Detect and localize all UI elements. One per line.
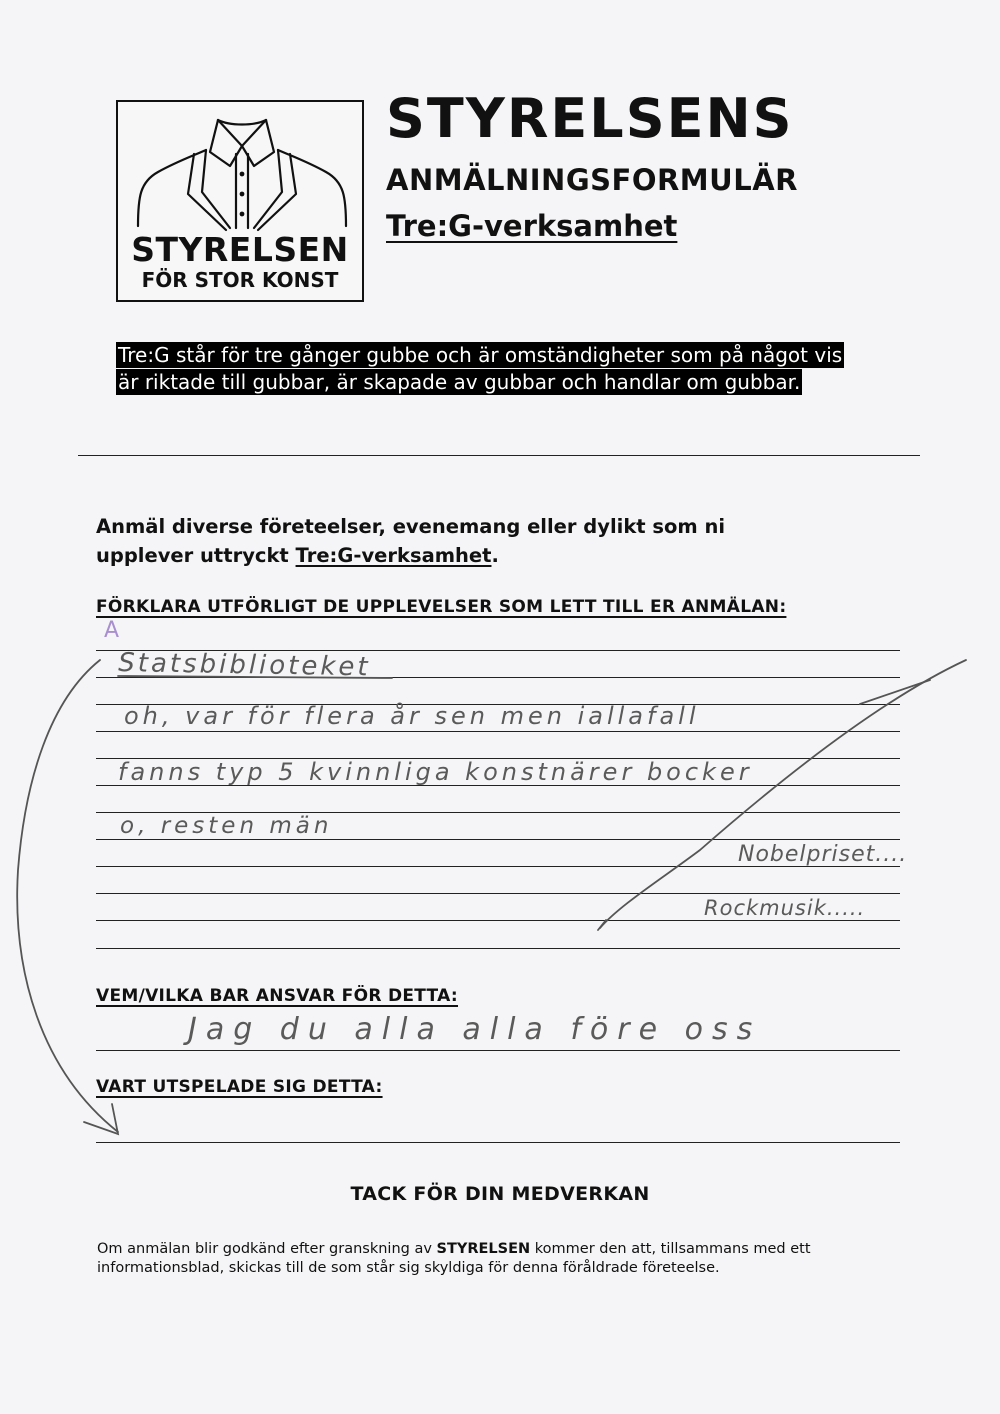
instruction-text [96, 512, 816, 570]
logo-name-line2: FÖR STOR KONST [141, 268, 339, 292]
handwritten-answer-line: o, resten män [120, 813, 333, 839]
handwritten-note: Rockmusik..... [704, 896, 866, 920]
form-subtitle: ANMÄLNINGSFORMULÄR [386, 163, 798, 197]
answer-line[interactable] [96, 839, 900, 840]
answer-line[interactable] [96, 1050, 900, 1051]
explain-label: FÖRKLARA UTFÖRLIGT DE UPPLEVELSER SOM LETT TILL ER ANMÄLAN: [96, 597, 787, 617]
answer-line[interactable] [96, 1142, 900, 1143]
footer-brand: STYRELSEN [436, 1241, 531, 1257]
answer-line[interactable] [96, 920, 900, 921]
activity-subtitle: Tre:G-verksamhet [386, 209, 678, 243]
intro-text: Tre:G står för tre gånger gubbe och är omständigheter som på något vis är riktade till gubbar, är skapade av gubbar och handlar om gubbar. [118, 343, 843, 394]
footer-tail: kommer den att, tillsammans med ett informationsblad, skickas till de som står sig skyldiga för denna föråldrade företeelse. [97, 1241, 811, 1276]
instruction-end: . [491, 544, 499, 567]
location-label: VART UTSPELADE SIG DETTA: [96, 1077, 383, 1097]
answer-line[interactable] [96, 948, 900, 949]
logo-name-line1: STYRELSEN [131, 230, 349, 269]
handwritten-responsible-answer: Jag du alla alla före oss [188, 1012, 762, 1047]
handwritten-answer-line: fanns typ 5 kvinnliga konstnärer bocker [118, 758, 753, 786]
page-title: STYRELSENS [386, 87, 794, 150]
handwritten-answer-line: oh, var för flera år sen men iallafall [124, 702, 700, 730]
answer-line[interactable] [96, 893, 900, 894]
instruction-lead: Anmäl diverse företeelser, evenemang eller dylikt som ni upplever uttryckt [96, 515, 726, 567]
logo [116, 100, 364, 302]
responsible-label: VEM/VILKA BAR ANSVAR FÖR DETTA: [96, 986, 459, 1006]
answer-line[interactable] [96, 731, 900, 732]
divider [78, 455, 920, 456]
intro-definition [116, 342, 846, 396]
footer-note [97, 1240, 857, 1278]
handwritten-note: Nobelpriset.... [738, 842, 908, 867]
footer-lead: Om anmälan blir godkänd efter granskning av [97, 1241, 437, 1257]
handwritten-mark: A [104, 618, 120, 643]
thanks-heading: TACK FÖR DIN MEDVERKAN [350, 1183, 650, 1205]
handwritten-answer-line: Statsbiblioteket [118, 648, 371, 683]
instruction-link: Tre:G-verksamhet [295, 544, 492, 567]
